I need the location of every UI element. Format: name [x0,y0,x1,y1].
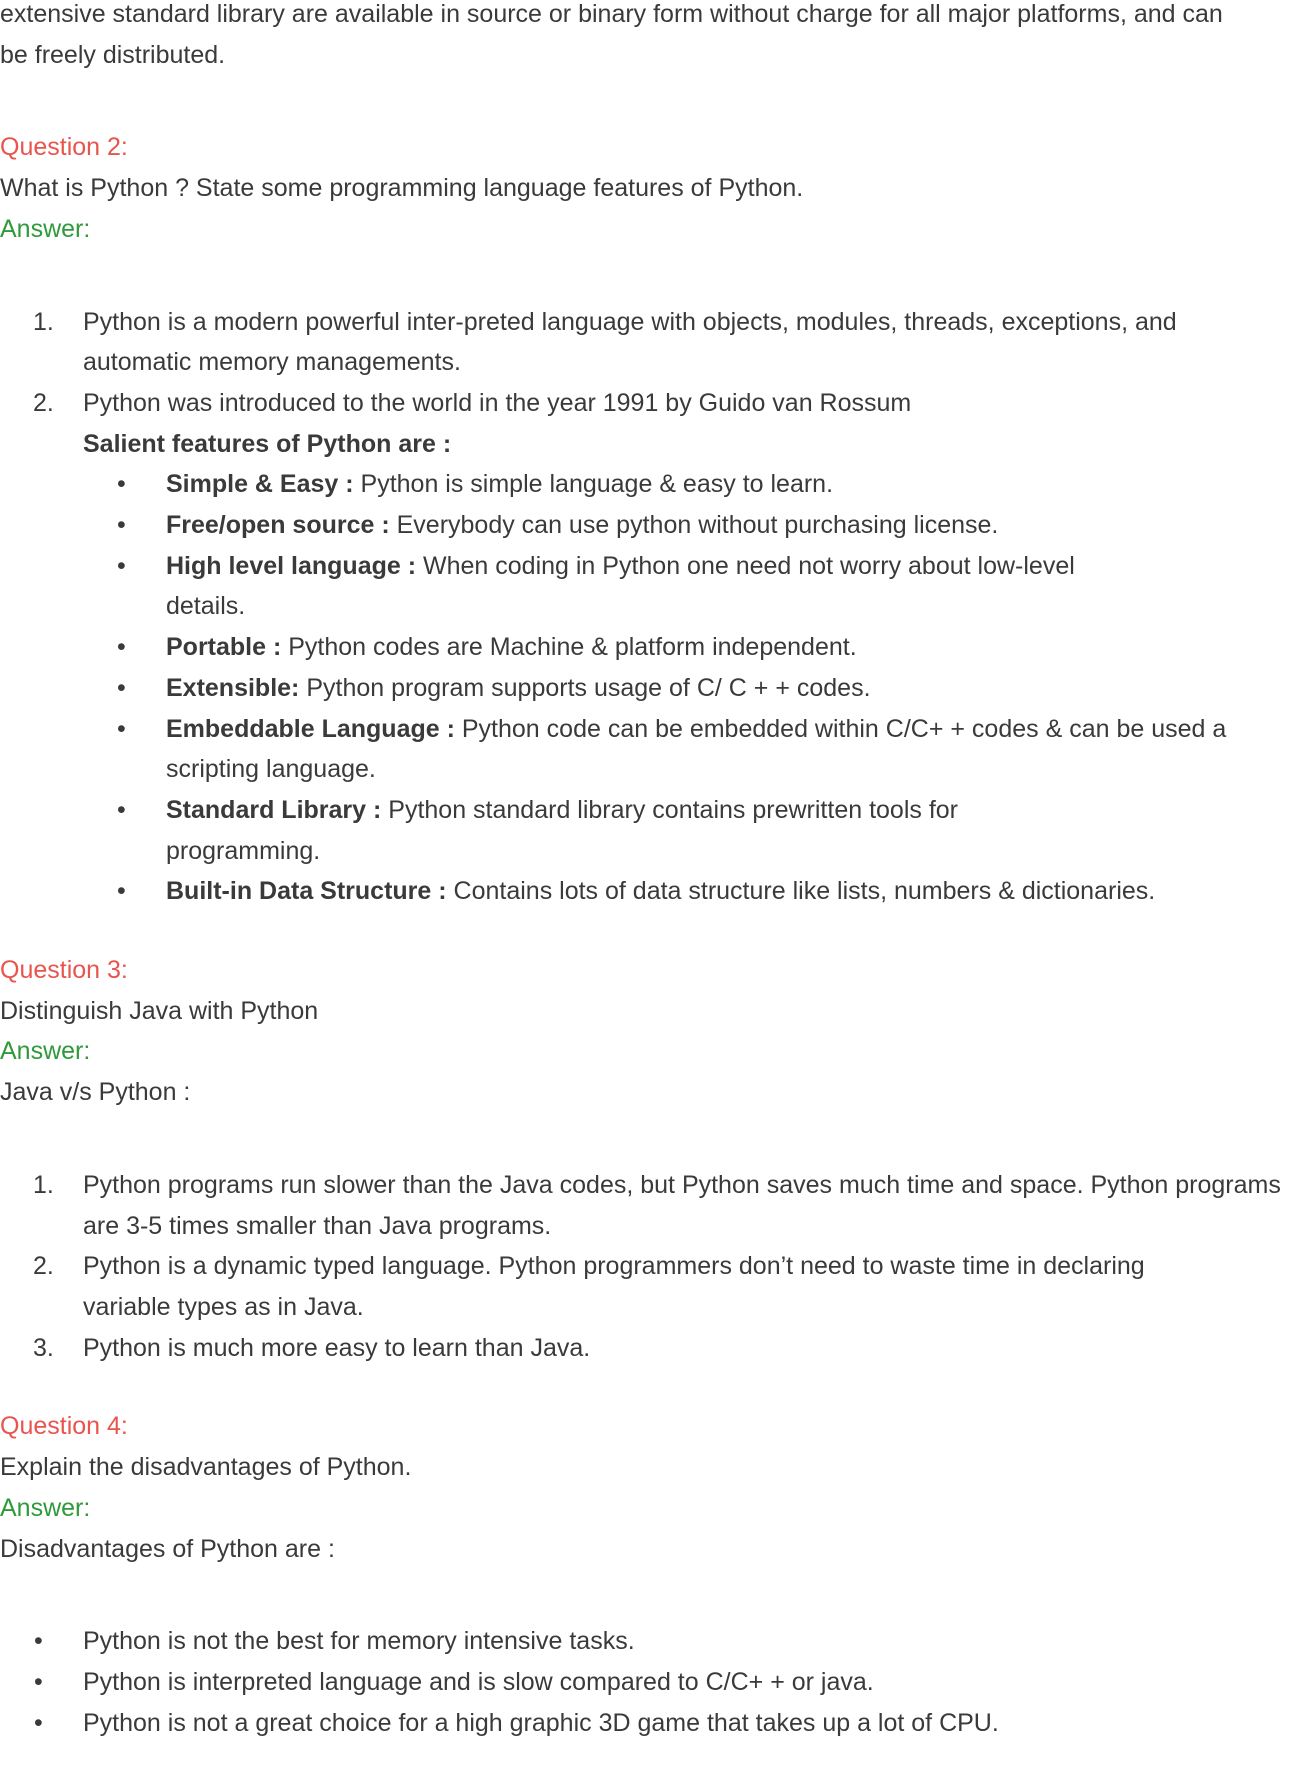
bullet-icon: • [117,470,126,499]
bullet-icon: • [34,1708,43,1737]
list-number: 1. [33,307,54,336]
feature-desc: When coding in Python one need not worry about low-level details. [166,551,1075,621]
feature-term: Built-in Data Structure : [166,877,447,906]
feature-item [0,627,1292,668]
bullet-icon: • [117,551,126,580]
feature-desc: Python codes are Machine & platform independent. [281,633,857,662]
feature-term: Standard Library : [166,795,382,824]
answer-label: Answer: [0,1493,91,1522]
question-label: Question 4: [0,1412,128,1441]
feature-desc: Python standard library contains prewritten tools for programming. [166,795,959,865]
list-item-text: Python was introduced to the world in the year 1991 by Guido van Rossum [83,388,912,417]
feature-term: Embeddable Language : [166,714,455,743]
bullet-icon: • [34,1627,43,1656]
feature-desc: Python is simple language & easy to learn. [353,470,834,499]
list-item [0,1246,1292,1327]
list-item [0,302,1292,383]
question-text: Distinguish Java with Python [0,996,319,1025]
feature-item [0,505,1292,546]
feature-term: Extensible: [166,673,300,702]
bullet-icon: • [34,1667,43,1696]
question-text: Explain the disadvantages of Python. [0,1453,412,1482]
features-list [0,464,1292,912]
list-item [0,1165,1292,1246]
feature-item [0,546,1292,627]
list-item-text: Python is a modern powerful inter-preted language with objects, modules, threads, exceptions, and automatic memory managements. [83,307,1177,377]
numbered-list [0,302,1292,465]
feature-item [0,871,1292,912]
bullet-icon: • [117,511,126,540]
bullet-icon: • [117,633,126,662]
feature-term: Free/open source : [166,511,390,540]
feature-item [0,464,1292,505]
numbered-list [0,1165,1292,1369]
list-number: 2. [33,1252,54,1281]
feature-item [0,709,1292,790]
feature-term: High level language : [166,551,417,580]
list-item-text: Python is interpreted language and is slow compared to C/C+ + or java. [83,1667,874,1696]
question-2 [0,127,1292,912]
answer-label: Answer: [0,1037,91,1066]
list-item-text: Python is a dynamic typed language. Python programmers don’t need to waste time in declaring variable types as in Java. [83,1252,1145,1321]
list-item [0,1328,1292,1369]
features-heading: Salient features of Python are : [83,429,452,458]
list-number: 3. [33,1333,54,1362]
list-item [0,1662,1292,1703]
feature-item [0,790,1292,871]
bullet-icon: • [117,714,126,743]
answer-intro: Disadvantages of Python are : [0,1534,335,1563]
intro-paragraph: extensive standard library are available in source or binary form without charge for all major platforms, and can be freely distributed. [0,0,1223,69]
feature-desc: Everybody can use python without purchasing license. [389,511,999,540]
list-item [0,1621,1292,1662]
question-label: Question 3: [0,956,128,985]
feature-term: Simple & Easy : [166,470,354,499]
question-label: Question 2: [0,133,128,162]
question-text: What is Python ? State some programming language features of Python. [0,174,804,203]
list-number: 2. [33,388,54,417]
answer-intro: Java v/s Python : [0,1078,191,1107]
feature-term: Portable : [166,633,282,662]
bullet-icon: • [117,795,126,824]
bullet-list [0,1621,1292,1743]
list-item-text: Python is not a great choice for a high graphic 3D game that takes up a lot of CPU. [83,1708,999,1737]
question-3 [0,950,1292,1368]
feature-desc: Contains lots of data structure like lists, numbers & dictionaries. [446,877,1156,906]
feature-desc: Python program supports usage of C/ C + + codes. [299,673,871,702]
question-4 [0,1406,1292,1743]
list-item-text: Python is not the best for memory intensive tasks. [83,1627,635,1656]
bullet-icon: • [117,673,126,702]
list-item [0,383,1292,464]
answer-label: Answer: [0,214,91,243]
feature-item [0,668,1292,709]
bullet-icon: • [117,877,126,906]
list-number: 1. [33,1170,54,1199]
list-item-text: Python is much more easy to learn than Java. [83,1333,591,1362]
list-item [0,1703,1292,1744]
feature-desc: Python code can be embedded within C/C+ + codes & can be used a scripting language. [166,714,1227,784]
list-item-text: Python programs run slower than the Java codes, but Python saves much time and space. Python programs are 3-5 times smaller than Java programs. [83,1170,1281,1240]
